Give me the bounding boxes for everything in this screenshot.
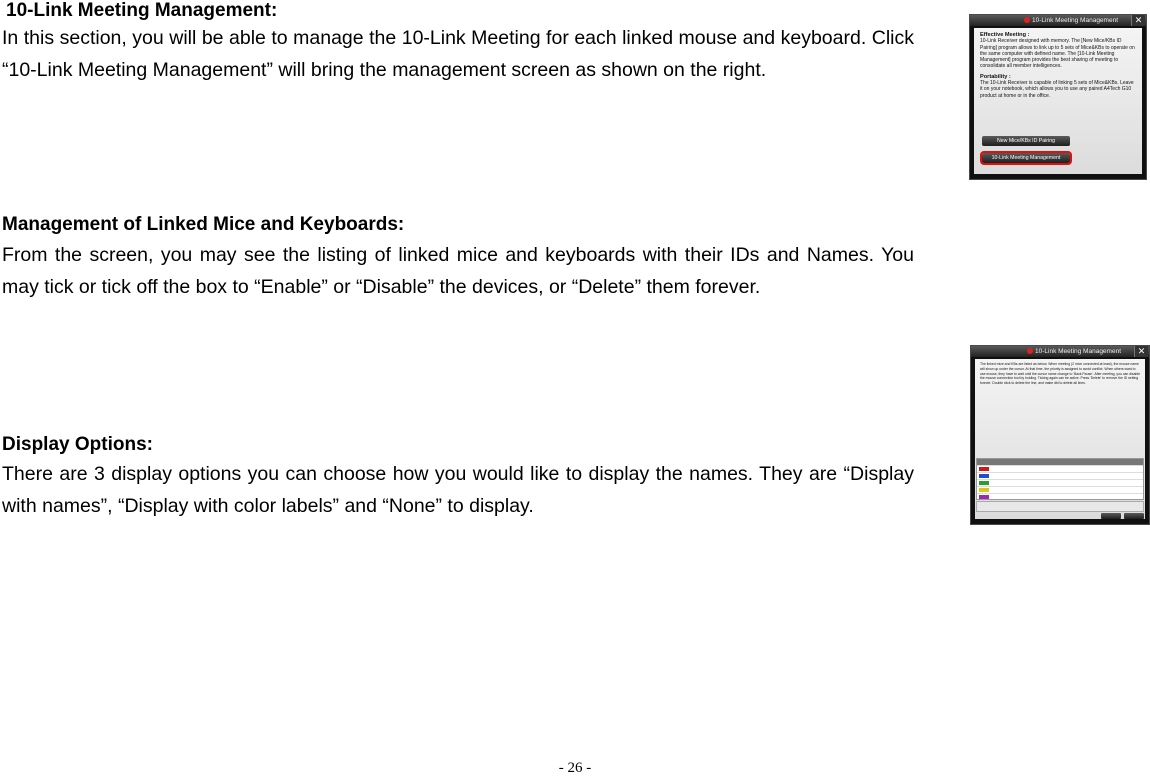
app-logo-icon bbox=[1024, 17, 1030, 23]
device-table bbox=[976, 458, 1144, 500]
device-row bbox=[977, 487, 1143, 494]
window-titlebar bbox=[970, 15, 1146, 26]
close-icon: ✕ bbox=[1131, 15, 1145, 26]
device-row bbox=[977, 494, 1143, 501]
meeting-management-button: 10-Link Meeting Management bbox=[982, 153, 1070, 163]
section-title-linked-devices: Management of Linked Mice and Keyboards: bbox=[2, 214, 405, 235]
device-row bbox=[977, 473, 1143, 480]
ok-button bbox=[1101, 513, 1121, 519]
window-titlebar-2 bbox=[971, 346, 1149, 357]
color-swatch bbox=[979, 481, 989, 485]
color-swatch bbox=[979, 474, 989, 478]
section-text-link-meeting: In this section, you will be able to manage the 10-Link Meeting for each linked mouse and keyboard. Click “10-Link Meeting Management” will bring the management screen as shown on the right. bbox=[2, 27, 914, 81]
cancel-button bbox=[1124, 513, 1144, 519]
color-swatch bbox=[979, 467, 989, 471]
color-swatch bbox=[979, 495, 989, 499]
screenshot-management-window bbox=[969, 14, 1147, 180]
section-title-display-options: Display Options: bbox=[2, 434, 153, 455]
portability-text: The 10-Link Receiver is capable of linking 5 sets of Mice&KBs. Leave it on your notebook, which allows you to use any paired A4Tech G10 product at home or in the office. bbox=[980, 80, 1134, 99]
window-title-2 bbox=[1027, 346, 1121, 357]
effective-meeting-text: 10-Link Receiver designed with memory. The [New Mice/KBs ID Pairing] program allows to link up to 5 sets of Mice&KBs to operate on the same computer with defined name. The [10-Link Meeting Management] program provides the best sharing of meeting to consolidate all member intelligences. bbox=[980, 38, 1135, 70]
color-swatch bbox=[979, 488, 989, 492]
new-pairing-button: New Mice/KBs ID Pairing bbox=[982, 136, 1070, 146]
instructions-text: The linked mice and KBs are listed as below. When meeting (2 mice connected at least), the mouse name will show up under the cursor. At that time, the priority is assigned to avoid conflict. When others want to use mouse, they have to wait until the cursor name change to 'Back Pause'. After meeting, you can disable the mouse connection tool by holding. Ticking again can be active. Press 'Delete' to remove the ID setting forever. Double click to delete the line, and make dbl to delete all lines. bbox=[980, 362, 1140, 386]
window-title-text: 10-Link Meeting Management bbox=[1032, 17, 1118, 24]
section-title-link-meeting: 10-Link Meeting Management: bbox=[6, 0, 278, 21]
window-title-text-2: 10-Link Meeting Management bbox=[1035, 348, 1121, 355]
device-row bbox=[977, 466, 1143, 473]
section-text-linked-devices: From the screen, you may see the listing of linked mice and keyboards with their IDs and Names. You may tick or tick off the box to “Enable” or “Disable” the devices, or “Delete” them forever. bbox=[2, 244, 914, 298]
device-row bbox=[977, 480, 1143, 487]
screenshot-linked-devices-window bbox=[970, 345, 1150, 525]
display-options-box bbox=[976, 501, 1144, 512]
portability-heading: Portability : bbox=[980, 73, 1011, 80]
page-number: - 26 - bbox=[558, 760, 592, 776]
app-logo-icon-2 bbox=[1027, 348, 1033, 354]
section-text-display-options: There are 3 display options you can choose how you would like to display the names. They are “Display with names”, “Display with color labels” and “None” to display. bbox=[2, 463, 914, 517]
device-table-header bbox=[977, 459, 1143, 466]
close-icon-2: ✕ bbox=[1134, 346, 1148, 357]
effective-meeting-heading: Effective Meeting : bbox=[980, 32, 1030, 38]
window-title bbox=[1024, 15, 1118, 26]
